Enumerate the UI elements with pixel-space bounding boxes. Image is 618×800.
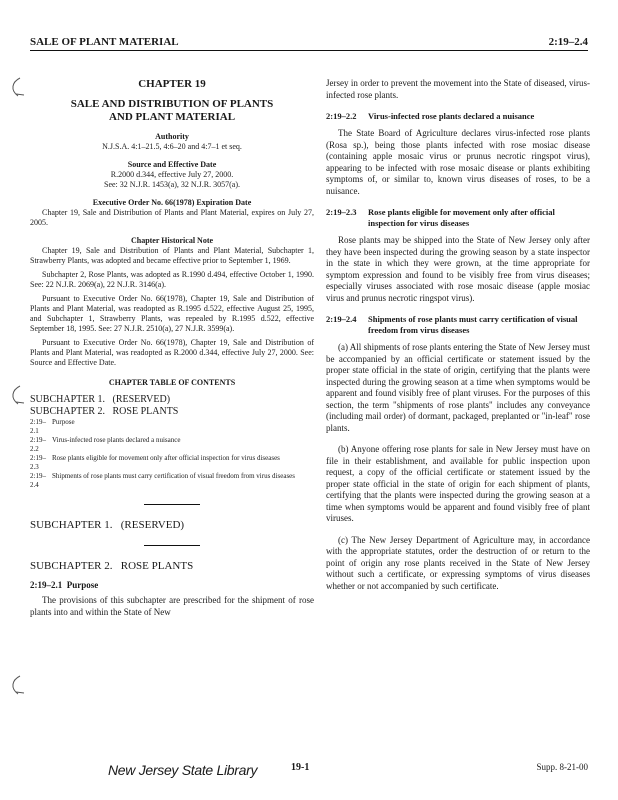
right-column — [326, 78, 590, 592]
executive-order-text: Chapter 19, Sale and Distribution of Plants and Plant Material, expires on July 27, 2005. — [30, 208, 314, 227]
section-2-4-paragraph-b: (b) Anyone offering rose plants for sale in New Jersey must have on file in their establishment, and available for public inspection upon request, a copy of the official certificate or statement issued by the proper state official in the state of origin for each shipment of plants, certifying that the plants were inspected during the growing season at a time when symptoms would be apparent and found visibly free of plant viruses. — [326, 444, 590, 523]
executive-order-heading: Executive Order No. 66(1978) Expiration Date — [92, 198, 252, 207]
section-title: Virus-infected rose plants declared a nuisance — [368, 111, 535, 121]
section-2-1-text: The provisions of this subchapter are prescribed for the shipment of rose plants into and within the State of New — [30, 595, 314, 617]
section-2-4-paragraph-c: (c) The New Jersey Department of Agriculture may, in accordance with the appropriate statutes, order the destruction of or return to the point of origin any rose plants received in the State of New Jersey without such a certificate, or expressing symptoms of virus diseases whether or not accompanied by such certificate. — [326, 534, 590, 591]
toc-heading: CHAPTER TABLE OF CONTENTS — [108, 378, 236, 387]
toc-item-number: 2:19–2.1 — [30, 418, 46, 435]
header-title: SALE OF PLANT MATERIAL — [30, 36, 179, 48]
authority-heading: Authority — [155, 132, 189, 141]
section-number: 2:19–2.2 — [326, 111, 357, 121]
authority-text: N.J.S.A. 4:1–21.5, 4:6–20 and 4:7–1 et seq. — [102, 142, 242, 151]
chapter-title-line2: AND PLANT MATERIAL — [108, 111, 236, 123]
section-number: 2:19–2.3 — [326, 207, 357, 217]
section-2-2-text: The State Board of Agriculture declares virus-infected rose plants (Rosa sp.), being those plants infected with rose mosiac disease (containing apple mosaic virus or prunus necrotic ringspot virus), appearing to be infected with rose mosaic disease or plants exhibiting symptoms of, or similar to, known virus diseases of roses, to be a nuisance. — [326, 128, 590, 196]
chapter-title-line1: SALE AND DISTRIBUTION OF PLANTS — [70, 98, 274, 110]
source-line1: R.2000 d.344, effective July 27, 2000. — [110, 170, 234, 179]
toc-subchapter-2[interactable]: SUBCHAPTER 2. ROSE PLANTS — [30, 406, 179, 417]
toc-item-number: 2:19–2.2 — [30, 436, 46, 453]
historical-note-p1: Chapter 19, Sale and Distribution of Plants and Plant Material, Subchapter 1, Strawberry Plants, was adopted and became effective prior to September 1, 1969. — [30, 246, 314, 265]
section-2-4-heading — [326, 314, 590, 336]
toc-item-text: Virus-infected rose plants declared a nuisance — [52, 436, 181, 444]
toc-item[interactable] — [30, 418, 314, 436]
page-number: 19-1 — [291, 762, 310, 773]
historical-note-p3: Pursuant to Executive Order No. 66(1978), Chapter 19, Sale and Distribution of Plants and Plant Material, was readopted as R.1995 d.522, effective August 25, 1995, and Subchapter 1, Strawberry Plants, was repealed by R.1995 d.522, effective September 18, 1995. See: 27 N.J.R. 2510(a), 27 N.J.R. 3599(a). — [30, 294, 314, 333]
binding-hole-mark — [6, 674, 26, 696]
section-2-2-heading — [326, 111, 590, 122]
chapter-number: CHAPTER 19 — [138, 78, 206, 90]
section-2-1-continued: Jersey in order to prevent the movement into the State of diseased, virus-infected rose plants. — [326, 78, 590, 100]
section-title: Rose plants eligible for movement only after official inspection for virus diseases — [368, 207, 555, 228]
toc-item-text: Rose plants eligible for movement only after official inspection for virus diseases — [52, 454, 280, 462]
toc-subchapter-1[interactable]: SUBCHAPTER 1. (RESERVED) — [30, 394, 171, 405]
toc-list — [30, 418, 314, 490]
toc-item-text: Purpose — [52, 418, 75, 426]
section-2-4-paragraph-a: (a) All shipments of rose plants entering the State of New Jersey must be accompanied by an official certificate or statement issued by the proper state official in the state of origin, certifying that the plants were inspected during the growing season at a time when symptoms would be apparent and found visibly free of plant viruses. For the purposes of this section, the term "shipments of rose plants" includes any conveyance (including mail order) of dormant, packaged, preplanted or "in-leaf" rose plants. — [326, 342, 590, 433]
section-number: 2:19–2.4 — [326, 314, 357, 324]
toc-item[interactable] — [30, 436, 314, 454]
historical-note-p2: Subchapter 2, Rose Plants, was adopted as R.1990 d.494, effective October 1, 1990. See: 22 N.J.R. 2069(a), 22 N.J.R. 3146(a). — [30, 270, 314, 289]
toc-item[interactable] — [30, 472, 314, 490]
source-line2: See: 32 N.J.R. 1453(a), 32 N.J.R. 3057(a). — [104, 180, 240, 189]
subchapter-1-heading: SUBCHAPTER 1. (RESERVED) — [30, 519, 185, 531]
running-header — [30, 34, 588, 51]
historical-note-heading: Chapter Historical Note — [130, 236, 214, 245]
binding-hole-mark — [6, 384, 26, 406]
subchapter-2-heading: SUBCHAPTER 2. ROSE PLANTS — [30, 560, 194, 572]
section-2-3-heading — [326, 207, 590, 229]
library-stamp: New Jersey State Library — [108, 762, 258, 778]
toc-item-number: 2:19–2.4 — [30, 472, 46, 489]
header-section-range: 2:19–2.4 — [548, 36, 588, 48]
historical-note-p4: Pursuant to Executive Order No. 66(1978), Chapter 19, Sale and Distribution of Plants and Plant Material, was readopted as R.2000 d.344, effective July 27, 2000. See: Source and Effective Date. — [30, 338, 314, 367]
toc-item[interactable] — [30, 454, 314, 472]
source-heading: Source and Effective Date — [127, 160, 217, 169]
supplement-date: Supp. 8-21-00 — [536, 762, 588, 772]
toc-item-number: 2:19–2.3 — [30, 454, 46, 471]
section-2-1-heading: 2:19–2.1 Purpose — [30, 580, 99, 590]
section-2-3-text: Rose plants may be shipped into the State of New Jersey only after they have been inspected during the growing season by a state inspector in the state in which they were grown, at the time appropriate for symptom expression and found to be visibly free from virus diseases; especially viruses associated with rose mosaic disease (apple mosiac virus and prunus necrotic ringspot virus). — [326, 235, 590, 303]
section-title: Shipments of rose plants must carry certification of visual freedom from virus diseases — [368, 314, 578, 335]
toc-item-text: Shipments of rose plants must carry certification of visual freedom from virus diseases — [52, 472, 295, 480]
left-column — [30, 78, 314, 618]
binding-hole-mark — [6, 76, 26, 98]
